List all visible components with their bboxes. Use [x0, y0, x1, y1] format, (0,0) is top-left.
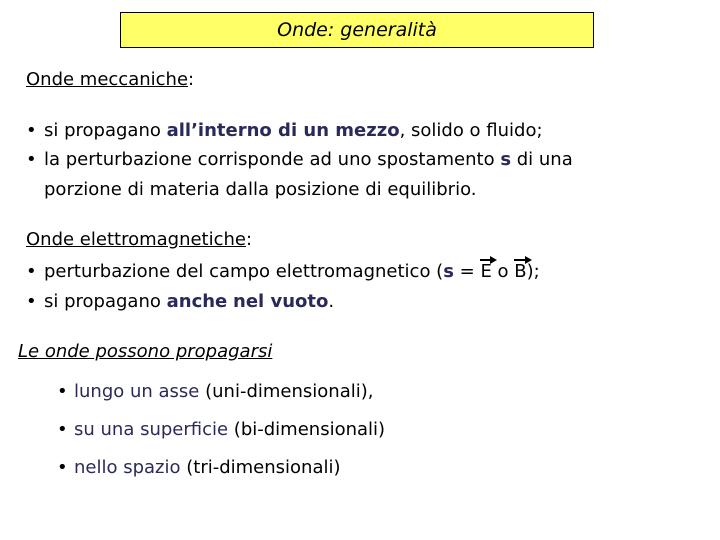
propagation-heading: Le onde possono propagarsi [18, 341, 273, 362]
bullet-icon: • [57, 419, 68, 440]
list-item: • lungo un asse (uni-dimensionali), [57, 373, 385, 411]
vector-e: E [480, 258, 491, 285]
bullet-icon: • [57, 457, 68, 478]
bullet-icon: • [57, 381, 68, 402]
bullet-icon: • [26, 291, 37, 312]
bullet-icon: • [26, 261, 37, 282]
mechanical-bullet-1: • si propagano all’interno di un mezzo, solido o fluido; [26, 117, 543, 144]
slide-title [120, 12, 594, 48]
mechanical-bullet-2: • la perturbazione corrisponde ad uno spostamento s di una [26, 146, 573, 173]
list-item: • nello spazio (tri-dimensionali) [57, 449, 385, 487]
em-heading: Onde elettromagnetiche: [26, 229, 253, 250]
slide-title-text: Onde: generalità [277, 19, 437, 41]
vector-b: B [514, 258, 526, 285]
mechanical-bullet-2-line-2: porzione di materia dalla posizione di equilibrio. [44, 179, 477, 200]
propagation-list [57, 373, 385, 487]
mechanical-heading: Onde meccaniche: [26, 69, 195, 90]
list-item: • su una superficie (bi-dimensionali) [57, 411, 385, 449]
em-bullet-2: • si propagano anche nel vuoto. [26, 288, 334, 315]
bullet-icon: • [26, 149, 37, 170]
bullet-icon: • [26, 120, 37, 141]
em-bullet-1: • perturbazione del campo elettromagnetico (s = E o B); [26, 258, 540, 285]
